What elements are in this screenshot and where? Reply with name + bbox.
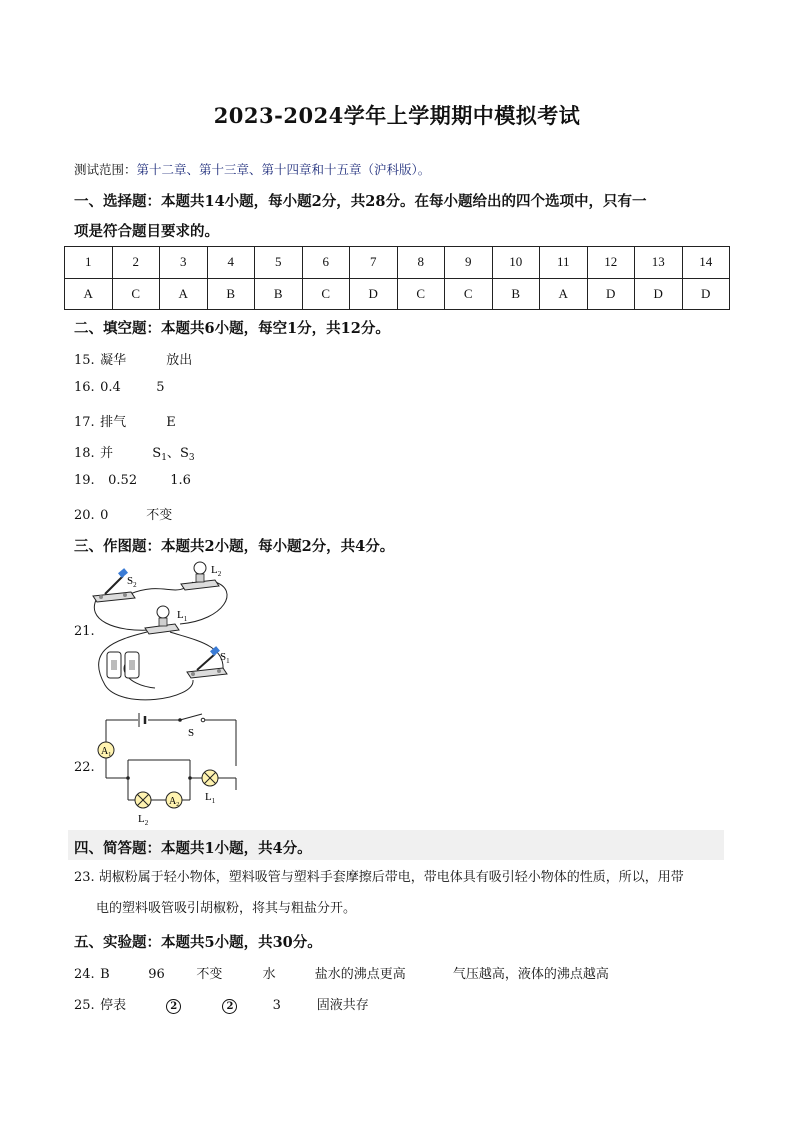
answer-value: 不变: [146, 508, 173, 523]
table-cell: A: [160, 278, 208, 310]
answer-q25: [74, 994, 369, 1014]
table-row-answers: [65, 278, 730, 310]
table-cell: B: [255, 278, 303, 310]
question-number: 15.: [74, 353, 95, 368]
q21-physical-circuit-figure: [75, 560, 245, 710]
table-cell: C: [112, 278, 160, 310]
q22-circuit-diagram: [92, 708, 242, 828]
answer-value: 1.6: [170, 473, 191, 488]
answer-value-circled: [166, 998, 218, 1014]
answer-value: B: [100, 967, 110, 982]
section-short-answer-heading: 四、简答题：本题共1小题，共4分。: [74, 840, 312, 857]
answer-switches: [152, 442, 194, 463]
answer-value: 气压越高，液体的沸点越高: [452, 967, 609, 982]
question-number: 20.: [74, 508, 95, 523]
question-number: 18.: [74, 446, 95, 461]
subscript: 3: [188, 453, 195, 463]
junction-icon: [126, 776, 130, 780]
question-number: 16.: [74, 380, 95, 395]
question-number: 19.: [74, 473, 95, 488]
answer-q19: [74, 473, 191, 488]
answer-value: 盐水的沸点更高: [314, 967, 406, 982]
label-s2: $S_2$: [127, 575, 137, 589]
lamp-l1-symbol-icon: [202, 770, 218, 786]
answer-value: 凝华: [100, 353, 127, 368]
question-number-21: 21.: [74, 624, 95, 639]
answer-q24: [74, 963, 609, 982]
answer-value: 固液共存: [316, 998, 369, 1013]
table-cell: D: [350, 278, 398, 310]
answer-value: 0.4: [100, 380, 121, 395]
table-cell: 13: [635, 247, 683, 279]
svg-text:A1: $A_1$: [101, 746, 112, 758]
table-cell: 10: [492, 247, 540, 279]
answer-value: 0: [100, 508, 109, 523]
table-cell: 2: [112, 247, 160, 279]
answer-value: 3: [272, 998, 281, 1013]
label-s1: $S_1$: [220, 651, 230, 665]
answer-value: 0.52: [108, 473, 138, 488]
circled-number: 2: [166, 999, 181, 1014]
answer-value: 5: [156, 380, 165, 395]
answer-value: 不变: [196, 967, 223, 982]
table-cell: 3: [160, 247, 208, 279]
answer-q17: [74, 411, 176, 430]
section-choice-heading-line2: 项是符合题目要求的。: [74, 223, 219, 240]
label-l1: $L_1$: [205, 791, 216, 805]
table-cell: 6: [302, 247, 350, 279]
answer-q18: [74, 442, 195, 463]
label-l2: $L_2$: [211, 564, 222, 578]
switch-contact-icon: [178, 718, 182, 722]
table-cell: D: [635, 278, 683, 310]
table-cell: 7: [350, 247, 398, 279]
question-number: 17.: [74, 415, 95, 430]
question-number-22: 22.: [74, 760, 95, 775]
answer-value: E: [166, 415, 176, 430]
table-row-numbers: [65, 247, 730, 279]
table-cell: D: [587, 278, 635, 310]
table-cell: 8: [397, 247, 445, 279]
switch-s3-label: S: [179, 446, 189, 461]
table-cell: A: [540, 278, 588, 310]
table-cell: 9: [445, 247, 493, 279]
table-cell: C: [445, 278, 493, 310]
answer-value: 停表: [100, 998, 127, 1013]
table-cell: 14: [682, 247, 730, 279]
table-cell: B: [492, 278, 540, 310]
label-l2: $L_2$: [138, 813, 149, 827]
table-cell: B: [207, 278, 255, 310]
answer-value: 排气: [100, 415, 127, 430]
answer-q23-line1: 23. 胡椒粉属于轻小物体，塑料吸管与塑料手套摩擦后带电，带电体具有吸引轻小物体的性质，所以，用带: [74, 870, 684, 885]
question-number: 24.: [74, 967, 95, 982]
answer-q20: [74, 504, 172, 523]
answer-value: 并: [100, 446, 114, 461]
table-cell: D: [682, 278, 730, 310]
label-s: S: [188, 727, 195, 739]
table-cell: 1: [65, 247, 113, 279]
svg-text:A2: $A_2$: [169, 796, 180, 808]
answer-q23: [74, 862, 734, 924]
section-drawing-heading: 三、作图题：本题共2小题，每小题2分，共4分。: [74, 538, 395, 555]
section-experiment-heading: 五、实验题：本题共5小题，共30分。: [74, 934, 322, 951]
answer-q16: [74, 380, 165, 395]
circled-number: 2: [222, 999, 237, 1014]
subscript: 1: [161, 453, 167, 463]
lamp-l2-symbol-icon: [135, 792, 151, 808]
answer-value: 放出: [166, 353, 193, 368]
question-number: 25.: [74, 998, 95, 1013]
table-cell: 4: [207, 247, 255, 279]
test-scope-content: 第十二章、第十三章、第十四章和十五章（沪科版）。: [136, 162, 431, 177]
choice-answer-table: [64, 246, 730, 310]
section-fill-heading: 二、填空题：本题共6小题，每空1分，共12分。: [74, 320, 390, 337]
answer-q15: [74, 349, 192, 368]
label-l1: $L_1$: [177, 609, 188, 623]
answer-value: 水: [262, 967, 276, 982]
answer-value-circled: [222, 998, 268, 1014]
battery-symbol-icon: [139, 713, 145, 727]
page-title: 2023-2024学年上学期期中模拟考试: [213, 103, 581, 128]
table-cell: C: [397, 278, 445, 310]
test-scope-label: 测试范围：: [74, 162, 137, 177]
lamp-l1-icon: [145, 606, 179, 634]
switch-s1-label: S: [152, 446, 162, 461]
table-cell: A: [65, 278, 113, 310]
table-cell: 11: [540, 247, 588, 279]
ammeter-a2-icon: [166, 792, 182, 808]
junction-icon: [188, 776, 192, 780]
table-cell: 5: [255, 247, 303, 279]
table-cell: C: [302, 278, 350, 310]
table-cell: 12: [587, 247, 635, 279]
test-scope: [74, 160, 430, 178]
section-choice-heading-line1: 一、选择题：本题共14小题，每小题2分，共28分。在每小题给出的四个选项中，只有一: [74, 193, 647, 210]
battery-icon: [107, 652, 139, 678]
answer-q23-line2: 电的塑料吸管吸引胡椒粉，将其与粗盐分开。: [96, 901, 357, 916]
separator: 、: [166, 446, 180, 461]
ammeter-a1-icon: [98, 742, 114, 758]
switch-contact-icon: [201, 718, 205, 722]
answer-value: 96: [148, 967, 165, 982]
